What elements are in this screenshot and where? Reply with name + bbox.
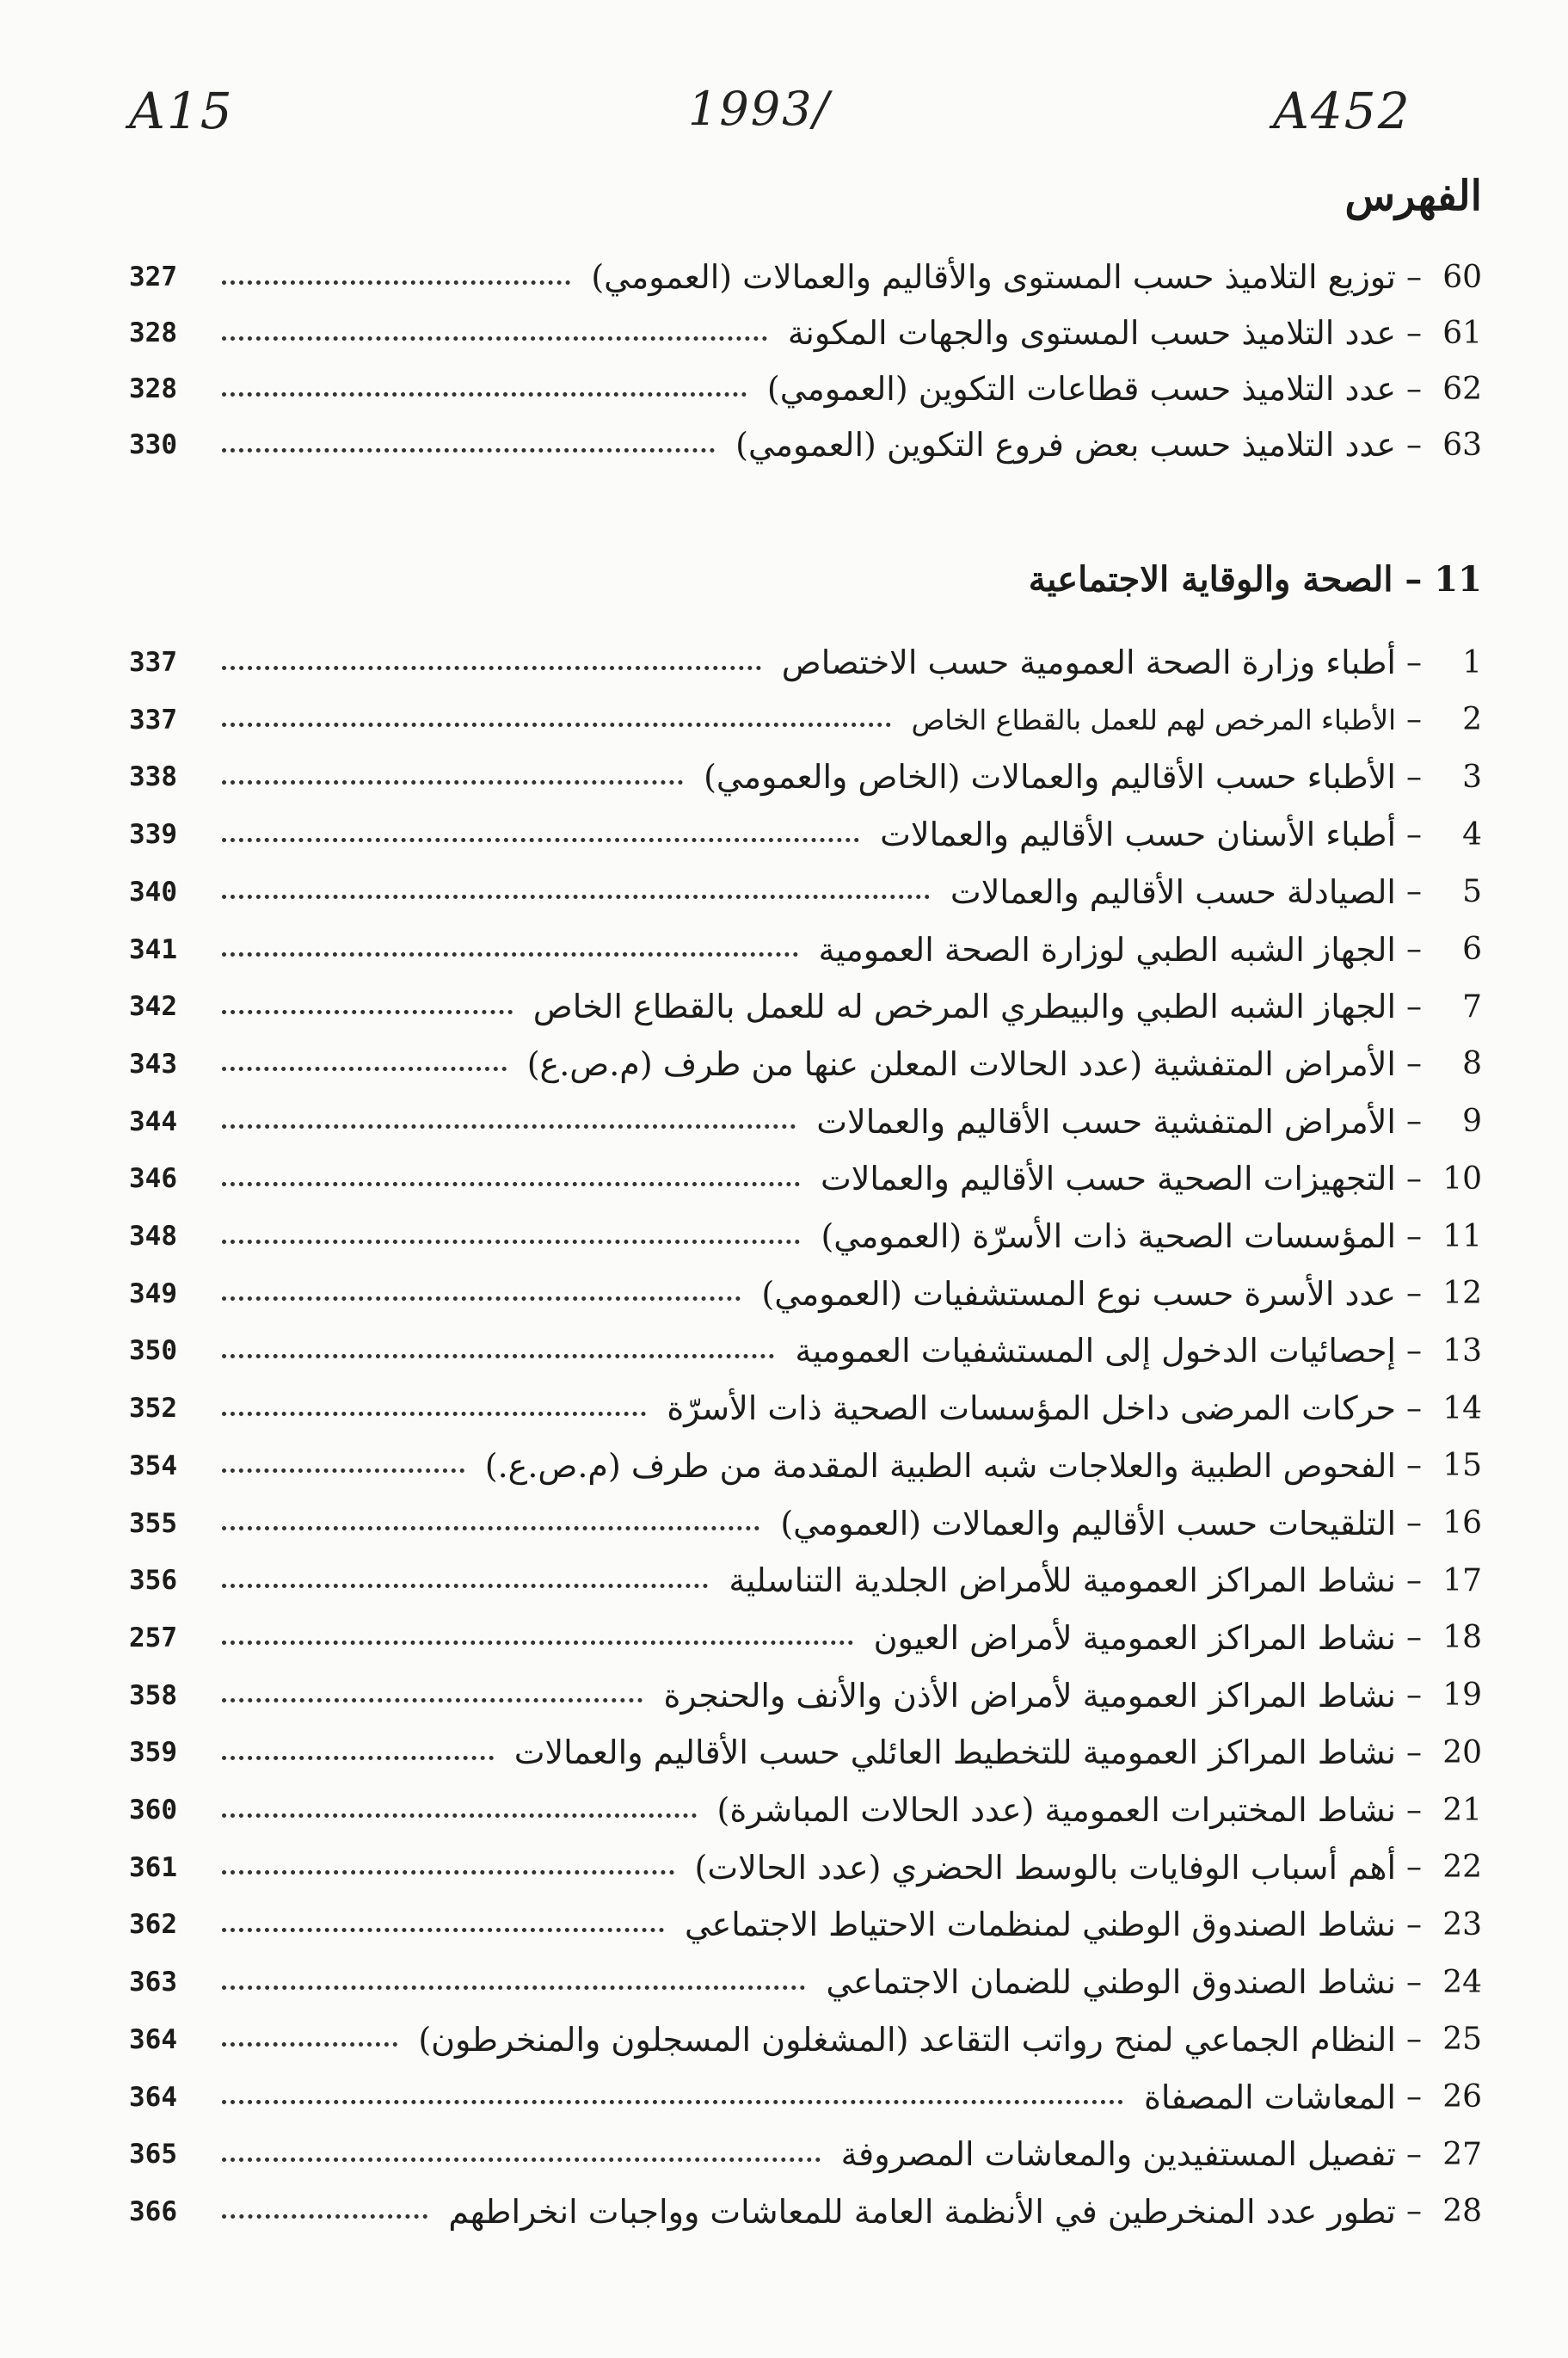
entry-page-number: 358	[129, 1679, 177, 1711]
entry-page-number: 362	[129, 1909, 177, 1941]
dot-leader	[222, 1124, 796, 1129]
dot-leader	[222, 838, 859, 842]
dot-leader	[222, 1756, 494, 1760]
dot-leader	[222, 1296, 741, 1301]
handwritten-note-left: A15	[129, 82, 234, 140]
toc-entry	[129, 249, 1482, 305]
dot-leader	[222, 1067, 507, 1071]
entry-dash: –	[1406, 259, 1422, 295]
entry-number: 62	[1442, 371, 1482, 407]
entry-title: حركات المرضى داخل المؤسسات الصحية ذات الأسرّة	[667, 1389, 1396, 1428]
entry-number: 12	[1442, 1276, 1482, 1312]
entry-page-number: 344	[129, 1105, 177, 1137]
section-number: 11	[1434, 559, 1482, 600]
entry-page-number: 346	[129, 1163, 177, 1195]
toc-entry	[129, 1840, 1482, 1895]
dot-leader	[222, 2158, 821, 2162]
entry-title: الأطباء حسب الأقاليم والعمالات (الخاص والعمومي)	[704, 758, 1396, 797]
entry-number: 1	[1462, 644, 1482, 680]
entry-dash: –	[1406, 874, 1422, 910]
entry-title: أطباء الأسنان حسب الأقاليم والعمالات	[880, 816, 1396, 854]
entry-number: 22	[1442, 1850, 1482, 1886]
entry-number: 21	[1442, 1792, 1482, 1828]
entry-page-number: 365	[129, 2139, 177, 2170]
toc-entry	[129, 1610, 1482, 1665]
toc-entry	[129, 1553, 1482, 1608]
entry-number: 63	[1442, 427, 1482, 463]
toc-entry	[129, 693, 1482, 748]
dot-leader	[222, 1526, 759, 1530]
entry-dash: –	[1406, 1678, 1422, 1714]
entry-dash: –	[1406, 2079, 1422, 2115]
entry-number: 16	[1442, 1505, 1482, 1541]
entry-title: نشاط المراكز العمومية لأمراض الأذن والأنف والحنجرة	[663, 1676, 1396, 1715]
entry-dash: –	[1406, 702, 1422, 738]
dot-leader	[222, 895, 930, 899]
dot-leader	[222, 336, 767, 341]
dot-leader	[222, 1354, 774, 1358]
toc-entry	[129, 1037, 1482, 1092]
entry-page-number: 327	[129, 262, 177, 292]
dot-leader	[222, 2214, 427, 2219]
toc-entry	[129, 1668, 1482, 1723]
entry-title: نشاط المراكز العمومية للتخطيط العائلي حسب الأقاليم والعمالات	[513, 1733, 1396, 1772]
entry-page-number: 363	[129, 1967, 177, 1998]
toc-entry	[129, 1897, 1482, 1952]
entry-page-number: 366	[129, 2195, 177, 2227]
entry-dash: –	[1406, 2022, 1422, 2058]
entry-dash: –	[1406, 1734, 1422, 1770]
entry-title: الأمراض المتفشية (عدد الحالات المعلن عنها من طرف (م.ص.ع)	[526, 1044, 1396, 1083]
entry-number: 11	[1442, 1218, 1482, 1254]
entry-number: 9	[1462, 1104, 1482, 1140]
entry-number: 61	[1442, 315, 1482, 351]
entry-dash: –	[1406, 427, 1422, 463]
entry-title: أطباء وزارة الصحة العمومية حسب الاختصاص	[781, 643, 1396, 681]
toc-entry	[129, 417, 1482, 472]
entry-page-number: 348	[129, 1221, 177, 1252]
entry-title: توزيع التلاميذ حسب المستوى والأقاليم والعمالات (العمومي)	[591, 258, 1396, 296]
entry-dash: –	[1406, 1218, 1422, 1254]
toc-entry	[129, 1094, 1482, 1149]
entry-number: 17	[1442, 1562, 1482, 1598]
dot-leader	[222, 1641, 853, 1645]
entry-title: الصيادلة حسب الأقاليم والعمالات	[950, 872, 1396, 911]
entry-number: 5	[1462, 874, 1482, 910]
toc-entry	[129, 865, 1482, 920]
entry-title: نشاط الصندوق الوطني للضمان الاجتماعي	[826, 1963, 1396, 2002]
dot-leader	[222, 392, 747, 397]
dot-leader	[222, 1240, 800, 1244]
toc-entry	[129, 1209, 1482, 1264]
entry-title: تطور عدد المنخرطين في الأنظمة العامة للمعاشات وواجبات انخراطهم	[448, 2192, 1396, 2231]
dot-leader	[222, 666, 761, 670]
entry-dash: –	[1406, 2194, 1422, 2230]
entry-number: 24	[1442, 1964, 1482, 2000]
entry-title: الجهاز الشبه الطبي والبيطري المرخص له للعمل بالقطاع الخاص	[532, 988, 1396, 1026]
entry-dash: –	[1406, 1448, 1422, 1484]
toc-entry	[129, 749, 1482, 804]
entry-number: 15	[1442, 1448, 1482, 1484]
toc-entry	[129, 807, 1482, 862]
toc-entry	[129, 305, 1482, 360]
entry-page-number: 339	[129, 819, 177, 851]
entry-dash: –	[1406, 932, 1422, 967]
entry-page-number: 340	[129, 876, 177, 908]
entry-page-number: 341	[129, 933, 177, 965]
dot-leader	[222, 1412, 646, 1416]
entry-page-number: 257	[129, 1622, 177, 1653]
entry-title: الأمراض المتفشية حسب الأقاليم والعمالات	[816, 1102, 1396, 1141]
entry-page-number: 364	[129, 2023, 177, 2055]
toc-entry	[129, 1151, 1482, 1206]
entry-title: عدد التلاميذ حسب بعض فروع التكوين (العمومي)	[735, 426, 1396, 464]
entry-title: الفحوص الطبية والعلاجات شبه الطبية المقدمة من طرف (م.ص.ع.)	[484, 1446, 1396, 1485]
toc-entry	[129, 922, 1482, 977]
entry-title: نشاط المراكز العمومية للأمراض الجلدية التناسلية	[729, 1561, 1396, 1600]
entry-title: النظام الجماعي لمنح رواتب التقاعد (المشغلون المسجلون والمنخرطون)	[418, 2020, 1396, 2059]
entry-dash: –	[1406, 988, 1422, 1025]
entry-page-number: 354	[129, 1450, 177, 1481]
entry-dash: –	[1406, 1276, 1422, 1312]
entry-title: نشاط المختبرات العمومية (عدد الحالات المباشرة)	[716, 1791, 1396, 1829]
entry-dash: –	[1406, 315, 1422, 351]
page-title: الفهرس	[1344, 172, 1482, 220]
entry-title: نشاط الصندوق الوطني لمنظمات الاحتياط الاجتماعي	[684, 1905, 1396, 1944]
entry-number: 3	[1462, 759, 1482, 795]
entry-number: 25	[1442, 2022, 1482, 2058]
entry-page-number: 337	[129, 704, 177, 736]
handwritten-note-right: A452	[1273, 82, 1411, 140]
dot-leader	[222, 1584, 708, 1588]
entry-page-number: 328	[129, 317, 177, 348]
toc-entry	[129, 979, 1482, 1034]
entry-number: 20	[1442, 1734, 1482, 1770]
entry-number: 13	[1442, 1333, 1482, 1369]
toc-entry	[129, 2012, 1482, 2067]
entry-number: 7	[1462, 988, 1482, 1025]
toc-entry	[129, 2184, 1482, 2239]
entry-dash: –	[1406, 1792, 1422, 1828]
entry-dash: –	[1406, 1333, 1422, 1369]
entry-number: 19	[1442, 1678, 1482, 1714]
toc-entry	[129, 1955, 1482, 2010]
section-heading: 11 – الصحة والوقاية الاجتماعية	[1028, 559, 1482, 600]
entry-dash: –	[1406, 1046, 1422, 1082]
entry-title: نشاط المراكز العمومية لأمراض العيون	[873, 1618, 1396, 1657]
entry-number: 26	[1442, 2079, 1482, 2115]
entry-number: 4	[1462, 816, 1482, 853]
entry-title: الأطباء المرخص لهم للعمل بالقطاع الخاص	[911, 703, 1396, 736]
entry-page-number: 364	[129, 2081, 177, 2113]
dot-leader	[222, 780, 683, 785]
entry-page-number: 337	[129, 647, 177, 678]
entry-title: الجهاز الشبه الطبي لوزارة الصحة العمومية	[818, 930, 1396, 969]
entry-page-number: 355	[129, 1507, 177, 1539]
entry-number: 6	[1462, 932, 1482, 967]
dot-leader	[222, 2100, 1123, 2104]
entry-dash: –	[1406, 816, 1422, 853]
dot-leader	[222, 1698, 643, 1702]
dot-leader	[222, 952, 798, 957]
entry-number: 27	[1442, 2136, 1482, 2172]
entry-title: المؤسسات الصحية ذات الأسرّة (العمومي)	[821, 1217, 1396, 1255]
dot-leader	[222, 1870, 674, 1875]
entry-page-number: 352	[129, 1393, 177, 1425]
entry-title: تفصيل المستفيدين والمعاشات المصروفة	[840, 2135, 1396, 2174]
entry-number: 14	[1442, 1390, 1482, 1426]
dot-leader	[222, 1928, 664, 1932]
entry-page-number: 342	[129, 991, 177, 1023]
dot-leader	[222, 1010, 513, 1014]
entry-page-number: 350	[129, 1335, 177, 1367]
entry-number: 23	[1442, 1906, 1482, 1942]
entry-page-number: 349	[129, 1278, 177, 1309]
entry-dash: –	[1406, 1964, 1422, 2000]
entry-dash: –	[1406, 1906, 1422, 1942]
dot-leader	[222, 1182, 800, 1186]
dot-leader	[222, 2042, 397, 2047]
entry-title: التجهيزات الصحية حسب الأقاليم والعمالات	[820, 1160, 1396, 1198]
entry-title: أهم أسباب الوفايات بالوسط الحضري (عدد الحالات)	[694, 1848, 1396, 1887]
entry-number: 60	[1442, 259, 1482, 295]
entry-page-number: 330	[129, 429, 177, 460]
dot-leader	[222, 1813, 697, 1818]
toc-entry	[129, 1266, 1482, 1321]
entry-dash: –	[1406, 1620, 1422, 1656]
dot-leader	[222, 1986, 805, 1990]
entry-page-number: 360	[129, 1795, 177, 1825]
entry-page-number: 361	[129, 1851, 177, 1883]
entry-title: التلقيحات حسب الأقاليم والعمالات (العمومي)	[780, 1504, 1396, 1542]
entry-dash: –	[1406, 1850, 1422, 1886]
entry-dash: –	[1406, 1505, 1422, 1541]
entry-dash: –	[1406, 759, 1422, 795]
toc-entry	[129, 361, 1482, 416]
dot-leader	[222, 1468, 464, 1473]
entry-number: 28	[1442, 2194, 1482, 2230]
toc-entry	[129, 1725, 1482, 1780]
toc-entry	[129, 2070, 1482, 2125]
toc-entry	[129, 1323, 1482, 1378]
entry-page-number: 356	[129, 1565, 177, 1597]
entry-dash: –	[1406, 1104, 1422, 1140]
dot-leader	[222, 448, 715, 453]
entry-title: إحصائيات الدخول إلى المستشفيات العمومية	[795, 1332, 1396, 1370]
entry-number: 2	[1462, 702, 1482, 738]
entry-page-number: 343	[129, 1048, 177, 1080]
entry-page-number: 328	[129, 373, 177, 404]
entry-dash: –	[1406, 1161, 1422, 1197]
toc-entry	[129, 1381, 1482, 1436]
toc-entry	[129, 1496, 1482, 1551]
entry-title: عدد التلاميذ حسب قطاعات التكوين (العمومي)	[766, 370, 1396, 408]
toc-entry	[129, 635, 1482, 690]
toc-entry	[129, 1782, 1482, 1838]
section-title-text: الصحة والوقاية الاجتماعية	[1028, 559, 1393, 600]
entry-page-number: 359	[129, 1737, 177, 1769]
entry-dash: –	[1406, 1390, 1422, 1426]
toc-entry	[129, 2127, 1482, 2182]
dot-leader	[222, 723, 891, 727]
dot-leader	[222, 280, 570, 285]
entry-dash: –	[1406, 1562, 1422, 1598]
entry-dash: –	[1406, 371, 1422, 407]
entry-title: عدد التلاميذ حسب المستوى والجهات المكونة	[787, 314, 1396, 352]
entry-number: 18	[1442, 1620, 1482, 1656]
handwritten-note-center: 1993/	[688, 82, 831, 136]
entry-number: 8	[1462, 1046, 1482, 1082]
entry-title: عدد الأسرة حسب نوع المستشفيات (العمومي)	[761, 1274, 1396, 1313]
toc-entry	[129, 1438, 1482, 1493]
entry-number: 10	[1442, 1161, 1482, 1197]
entry-dash: –	[1406, 2136, 1422, 2172]
entry-title: المعاشات المصفاة	[1143, 2078, 1396, 2116]
entry-dash: –	[1406, 644, 1422, 680]
entry-page-number: 338	[129, 761, 177, 793]
